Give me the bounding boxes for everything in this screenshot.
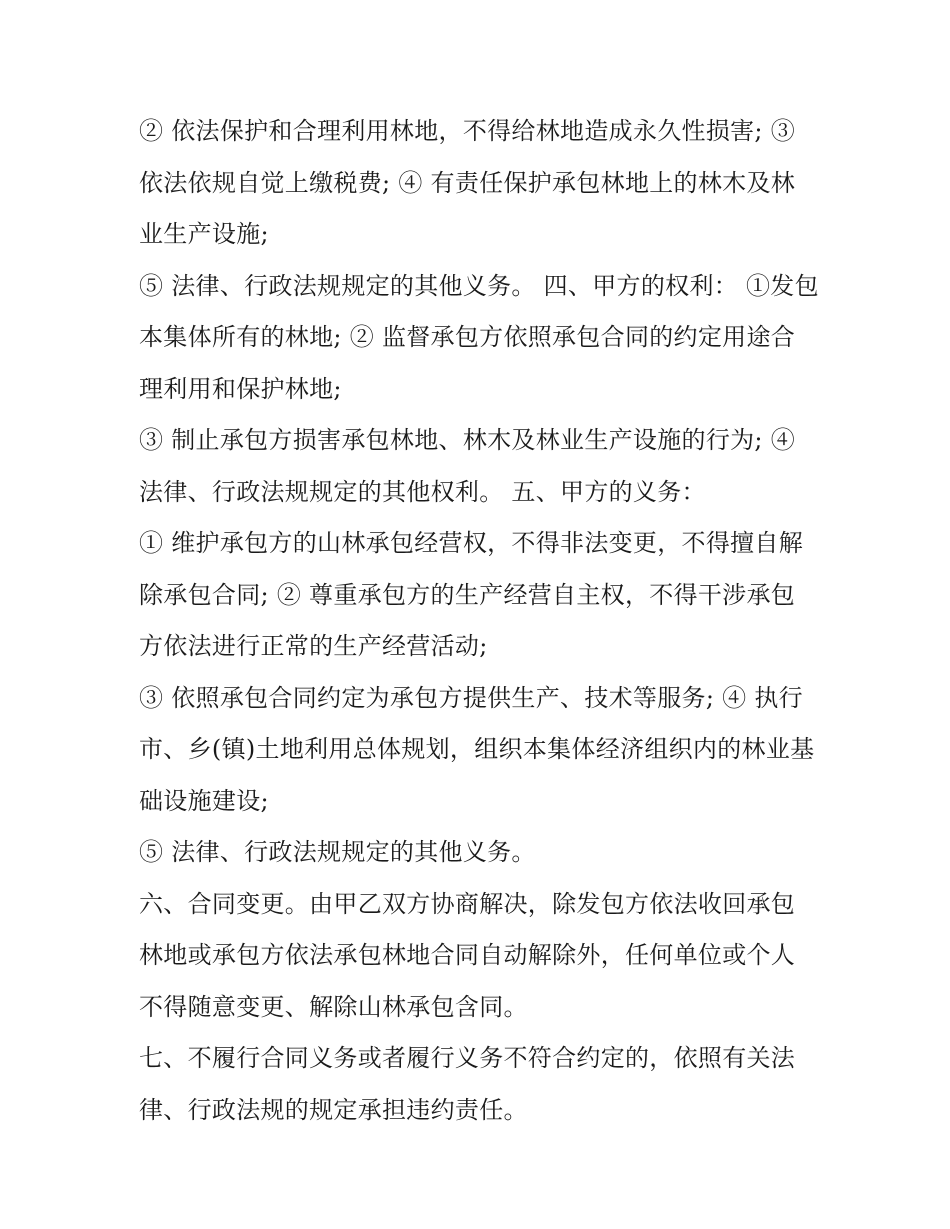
paragraph-breach-liability: 七、不履行合同义务或者履行义务不符合约定的，依照有关法律、行政法规的规定承担违约责任。 <box>139 1044 796 1124</box>
document-body <box>139 106 819 1136</box>
paragraph-contract-change: 六、合同变更。由甲乙双方协商解决，除发包方依法收回承包林地或承包方依法承包林地合同自动解除外，任何单位或个人不得随意变更、解除山林承包含同。 <box>139 889 796 1021</box>
paragraph-tenant-obligations: ② 依法保护和合理利用林地，不得给林地造成永久性损害; ③ 依法依规自觉上缴税费; ④ 有责任保护承包林地上的林木及林业生产设施; <box>139 117 796 248</box>
paragraph-other-obligations: ⑤ 法律、行政法规规定的其他义务。 <box>139 838 536 866</box>
paragraph-party-a-rights: ⑤ 法律、行政法规规定的其他义务。 四、甲方的权利： ①发包本集体所有的林地; ② 监督承包方依照承包合同的约定用途合理利用和保护林地; <box>139 271 819 403</box>
paragraph-party-a-rights-cont: ③ 制止承包方损害承包林地、林木及林业生产设施的行为; ④ 法律、行政法规规定的其他权利。 五、甲方的义务： <box>139 426 796 506</box>
paragraph-party-a-obligations-cont: ③ 依照承包合同约定为承包方提供生产、技术等服务; ④ 执行市、乡(镇)土地利用总体规划，组织本集体经济组织内的林业基础设施建设; <box>139 683 815 815</box>
paragraph-party-a-obligations: ① 维护承包方的山林承包经营权，不得非法变更，不得擅自解除承包合同; ② 尊重承包方的生产经营自主权，不得干涉承包方依法进行正常的生产经营活动; <box>139 529 804 660</box>
